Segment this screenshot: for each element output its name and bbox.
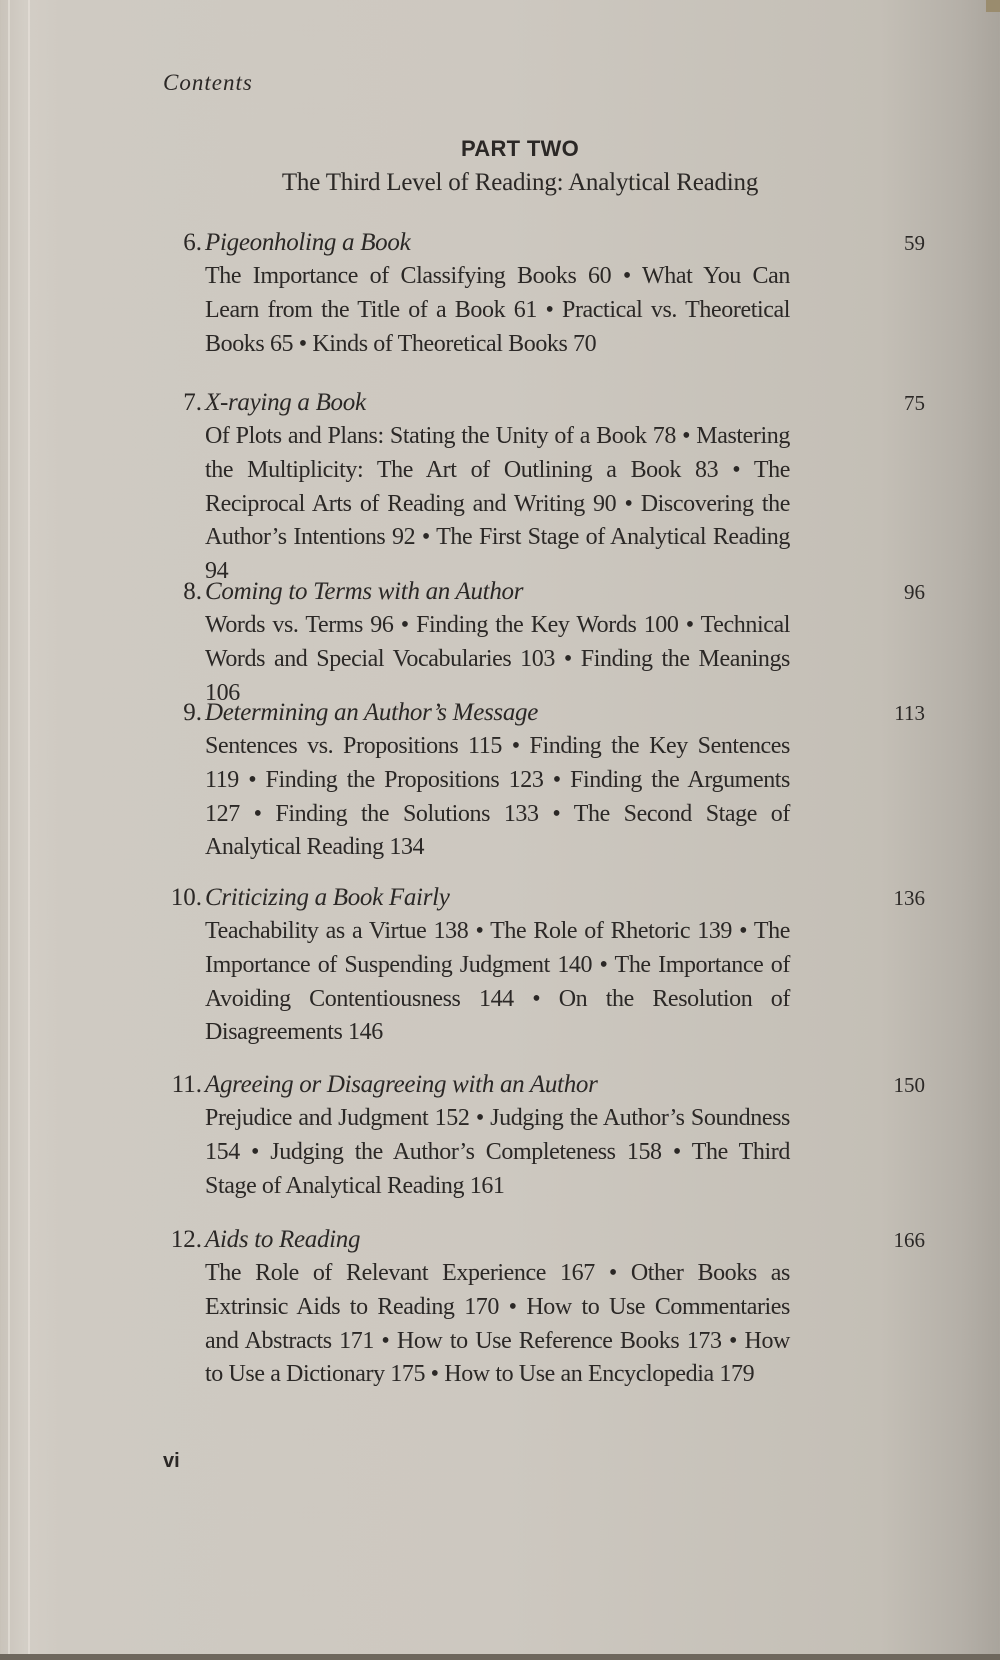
chapter-heading [160, 386, 930, 420]
chapter-sections: Sentences vs. Propositions 115 • Finding the Key Sentences 119 • Finding the Propositions 123 • Finding the Arguments 127 • Finding the Solutions 133 • The Second Stage of Analytical Reading 134 [205, 733, 790, 861]
chapter-title[interactable]: X-raying a Book [205, 389, 366, 416]
chapter-page-number: 96 [904, 580, 925, 604]
chapter-sections: The Importance of Classifying Books 60 • What You Can Learn from the Title of a Book 61 • Practical vs. Theoretical Books 65 • Kinds of Theoretical Books 70 [205, 263, 790, 357]
chapter-page-number: 59 [904, 231, 925, 255]
chapter-page-number: 136 [893, 886, 925, 910]
chapter-number: 8. [183, 578, 202, 605]
chapter-title[interactable]: Pigeonholing a Book [205, 229, 411, 256]
toc-chapter-8[interactable] [160, 575, 930, 710]
part-title: The Third Level of Reading: Analytical Reading [281, 169, 759, 196]
chapter-sections: Prejudice and Judgment 152 • Judging the Author’s Soundness 154 • Judging the Author’s Completeness 158 • The Third Stage of Analytical Reading 161 [205, 1105, 790, 1199]
chapter-title[interactable]: Determining an Author’s Message [205, 699, 539, 726]
chapter-sections: The Role of Relevant Experience 167 • Other Books as Extrinsic Aids to Reading 170 • How to Use Commentaries and Abstracts 171 • How to Use Reference Books 173 • How to Use a Dictionary 175 • How to Use an Encyclopedia 179 [205, 1260, 790, 1388]
chapter-heading [160, 1068, 930, 1102]
toc-chapter-12[interactable] [160, 1223, 930, 1392]
chapter-heading [160, 1223, 930, 1257]
page-folio: vi [163, 1450, 180, 1472]
page-corner [986, 0, 1000, 12]
toc-chapter-9[interactable] [160, 696, 930, 865]
running-head: Contents [163, 70, 253, 95]
chapter-heading [160, 226, 930, 260]
chapter-number: 11. [171, 1071, 202, 1098]
chapter-sections: Of Plots and Plans: Stating the Unity of a Book 78 • Mastering the Multiplicity: The Art of Outlining a Book 83 • The Reciprocal Arts of Reading and Writing 90 • Discovering the Author’s Intentions 92 • The First Stage of Analytical Reading 94 [205, 423, 790, 585]
toc-chapter-10[interactable] [160, 881, 930, 1050]
chapter-heading [160, 696, 930, 730]
chapter-page-number: 75 [904, 391, 925, 415]
chapter-number: 6. [183, 229, 202, 256]
chapter-sections: Words vs. Terms 96 • Finding the Key Words 100 • Technical Words and Special Vocabularies 103 • Finding the Meanings 106 [205, 612, 790, 706]
chapter-number: 12. [170, 1226, 202, 1253]
toc-chapter-6[interactable] [160, 226, 930, 361]
chapter-sections: Teachability as a Virtue 138 • The Role of Rhetoric 139 • The Importance of Suspending Judgment 140 • The Importance of Avoiding Contentiousness 144 • On the Resolution of Disagreements 146 [205, 918, 790, 1046]
chapter-number: 9. [183, 699, 202, 726]
page-bottom-shadow [0, 1654, 1000, 1660]
chapter-page-number: 113 [894, 701, 925, 725]
chapter-number: 10. [170, 884, 202, 911]
chapter-title[interactable]: Agreeing or Disagreeing with an Author [205, 1071, 598, 1098]
chapter-title[interactable]: Aids to Reading [205, 1226, 361, 1253]
chapter-page-number: 166 [893, 1228, 925, 1252]
toc-chapter-11[interactable] [160, 1068, 930, 1203]
page-edge-line [8, 0, 10, 1660]
page-edge-line [28, 0, 30, 1660]
chapter-heading [160, 575, 930, 609]
toc-chapter-7[interactable] [160, 386, 930, 589]
part-label: PART TWO [460, 136, 580, 161]
chapter-number: 7. [183, 389, 202, 416]
chapter-page-number: 150 [893, 1073, 925, 1097]
chapter-title[interactable]: Coming to Terms with an Author [205, 578, 524, 605]
chapter-heading [160, 881, 930, 915]
chapter-title[interactable]: Criticizing a Book Fairly [205, 884, 450, 911]
